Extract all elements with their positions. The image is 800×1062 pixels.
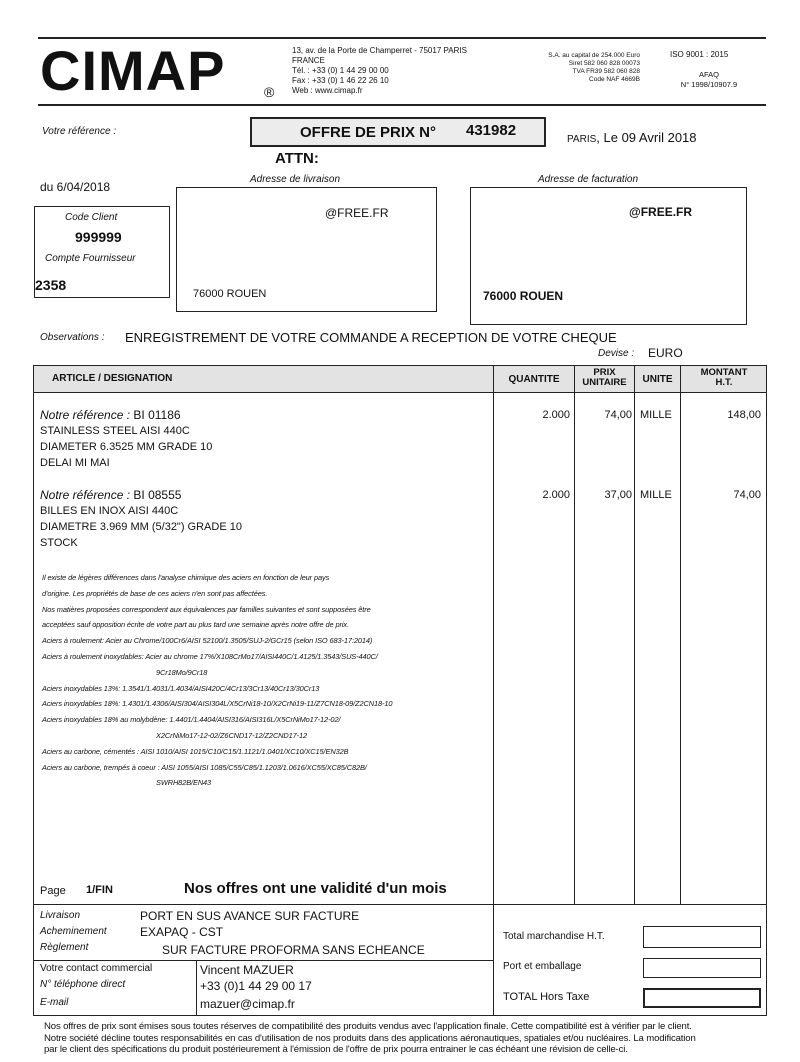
col-divider-3 — [634, 365, 635, 905]
company-address: 13, av. de la Porte de Champerret - 75017 PARIS FRANCE Tél. : +33 (0) 1 44 29 00 00 Fax : +33 (0) 1 46 22 26 10 Web : www.cimap.fr — [292, 46, 467, 95]
company-logo: CIMAP — [40, 39, 226, 102]
compte-fournisseur-value: 2358 — [35, 277, 67, 293]
item-2-unite: MILLE — [640, 489, 672, 501]
item-1-prix: 74,00 — [604, 409, 632, 421]
header-quantite: QUANTITE — [508, 374, 560, 385]
item-2-designation: Notre référence : BI 08555 BILLES EN INOX AISI 440C DIAMETRE 3.969 MM (5/32") GRADE 10 STOCK — [40, 488, 242, 549]
adresse-facturation-label: Adresse de facturation — [538, 174, 639, 185]
adresse-livraison-label: Adresse de livraison — [250, 174, 341, 185]
item-2-prix: 37,00 — [604, 489, 632, 501]
header-unite: UNITE — [642, 374, 673, 385]
total-marchandise-box — [643, 926, 761, 948]
compte-fournisseur-label: Compte Fournisseur — [45, 253, 136, 264]
header-montant: MONTANT H.T. — [700, 367, 748, 388]
total-ht-box — [643, 988, 761, 1008]
registered-mark: ® — [264, 84, 275, 100]
port-emballage-box — [643, 958, 761, 978]
page-label: Page — [40, 885, 66, 897]
offer-number: 431982 — [466, 122, 517, 139]
header-article: ARTICLE / DESIGNATION — [52, 373, 173, 384]
facturation-city: 76000 ROUEN — [483, 289, 564, 303]
header-bottom-rule — [38, 104, 766, 106]
validity-note: Nos offres ont une validité d'un mois — [184, 880, 447, 897]
devise-label: Devise : — [598, 348, 635, 359]
col-divider-2 — [574, 365, 575, 905]
material-notes: Il existe de légères différences dans l'analyse chimique des aciers en fonction de leur pays d'origine. Les propriétés de base de ces aciers n'en sont pas affectées. Nos matières proposées correspondent aux équivalences par familles suivantes et sont supposées être acceptées sauf opposition écrite de votre part au plus tard une semaine après notre offre de prix. Aciers à roulement: Acier au Chrome/100Cr6/AISI 52100/1.3505/SUJ-2/GCr15 (selon ISO 683-17:2014) Aciers à roulement inoxydables: Acier au chrome 17%/X108CrMo17/AISI440C/1.4125/1.3543/SUS-440C/ 9Cr18Mo/9Cr18 Aciers inoxydables 13%: 1.3541/1.4031/1.4034/AISI420C/4Cr13/3Cr13/40Cr13/30Cr13 Aciers inoxydables 18%: 1.4301/1.4306/AISI304/AISI304L/X5CrNi18-10/X2CrNi19-11/Z7CN18-09/Z2CN18-10 Aciers inoxydables 18% au molybdène: 1.4401/1.4404/AISI316/AISI316L/X5CrNiMo17-12-02/ X2CrNiMo17-12-02/Z6CND17-12/Z2CND17-12 Aciers au carbone, cémentés : AISI 1010/AISI 1015/C10/C15/1.1121/1.0401/XC10/XC15/EN32B Aciers au carbone, trempés à coeur : AISI 1055/AISI 1085/C55/C85/1.1203/1.0616/XC55/XC85/C82B/ SWRH82B/EN43 — [42, 573, 393, 788]
client-code-box — [34, 206, 170, 298]
attn-label: ATTN: — [275, 150, 319, 167]
total-marchandise-label: Total marchandise H.T. — [503, 931, 605, 942]
footer-disclaimer: Nos offres de prix sont émises sous toutes réserves de compatibilité des produits vendus avec l'application finale. Cette compatibilité est à vérifier par le client. Notre société décline toutes responsabilités en cas d'utilisation de nos produits dans des applications aéronautiques, spatiales et/ou nucléaires. La modification par le client des spécifications du produit postérieurement à l'émission de l'offre de prix pourra entrainer le cas échéant une révision de celle-ci. — [44, 1021, 696, 1055]
terms-contact-rule — [33, 960, 493, 961]
contact-phone: +33 (0)1 44 29 00 17 — [200, 979, 312, 993]
code-client-value: 999999 — [75, 229, 122, 245]
afaq-certification: AFAQ N° 1998/10907.9 — [680, 70, 738, 89]
observations-text: ENREGISTREMENT DE VOTRE COMMANDE A RECEPTION DE VOTRE CHEQUE — [125, 330, 617, 345]
company-legal: S.A. au capital de 254.000 Euro Siret 582 060 828 00073 TVA FR39 582 060 828 Code NAF 4669B — [548, 52, 640, 83]
item-2-montant: 74,00 — [733, 489, 761, 501]
livraison-city: 76000 ROUEN — [193, 288, 267, 300]
table-header-rule — [33, 392, 767, 393]
code-client-label: Code Client — [65, 212, 118, 223]
facturation-email: @FREE.FR — [629, 205, 693, 219]
item-1-montant: 148,00 — [727, 409, 761, 421]
observations-label: Observations : — [40, 332, 105, 343]
page-value: 1/FIN — [86, 884, 113, 896]
col-divider-1 — [493, 365, 494, 905]
item-1-unite: MILLE — [640, 409, 672, 421]
offer-title-box — [250, 117, 546, 147]
item-1-designation: Notre référence : BI 01186 STAINLESS STEEL AISI 440C DIAMETER 6.3525 MM GRADE 10 DELAI MI MAI — [40, 408, 213, 469]
devise-value: EURO — [648, 346, 683, 360]
votre-reference-label: Votre référence : — [42, 126, 117, 137]
reglement-value: SUR FACTURE PROFORMA SANS ECHEANCE — [162, 943, 425, 957]
iso-certification: ISO 9001 : 2015 — [670, 50, 729, 59]
contact-email[interactable]: mazuer@cimap.fr — [200, 997, 295, 1011]
item-2-quantite: 2.000 — [542, 489, 570, 501]
contact-name: Vincent MAZUER — [200, 963, 294, 977]
contact-divider — [196, 960, 197, 1016]
offer-origin-date: du 6/04/2018 — [40, 180, 111, 194]
bottom-divider — [493, 904, 494, 1016]
livraison-email: @FREE.FR — [325, 206, 389, 220]
header-prix-unitaire: PRIX UNITAIRE — [582, 367, 627, 388]
acheminement-value: EXAPAQ - CST — [140, 925, 224, 939]
contact-label: Votre contact commercial — [40, 963, 153, 974]
col-divider-4 — [680, 365, 681, 905]
phone-label: N° téléphone direct — [40, 979, 126, 990]
port-emballage-label: Port et emballage — [503, 961, 582, 972]
email-label: E-mail — [40, 997, 69, 1008]
item-1-quantite: 2.000 — [542, 409, 570, 421]
livraison-value: PORT EN SUS AVANCE SUR FACTURE — [140, 909, 360, 923]
offer-date: PARIS, Le 09 Avril 2018 — [567, 130, 697, 145]
adresse-livraison-box — [176, 187, 437, 312]
total-ht-label: TOTAL Hors Taxe — [503, 991, 590, 1003]
offer-title: OFFRE DE PRIX N° — [300, 124, 437, 141]
terms-labels: Livraison Acheminement Règlement — [40, 910, 107, 953]
adresse-facturation-box — [470, 187, 747, 325]
